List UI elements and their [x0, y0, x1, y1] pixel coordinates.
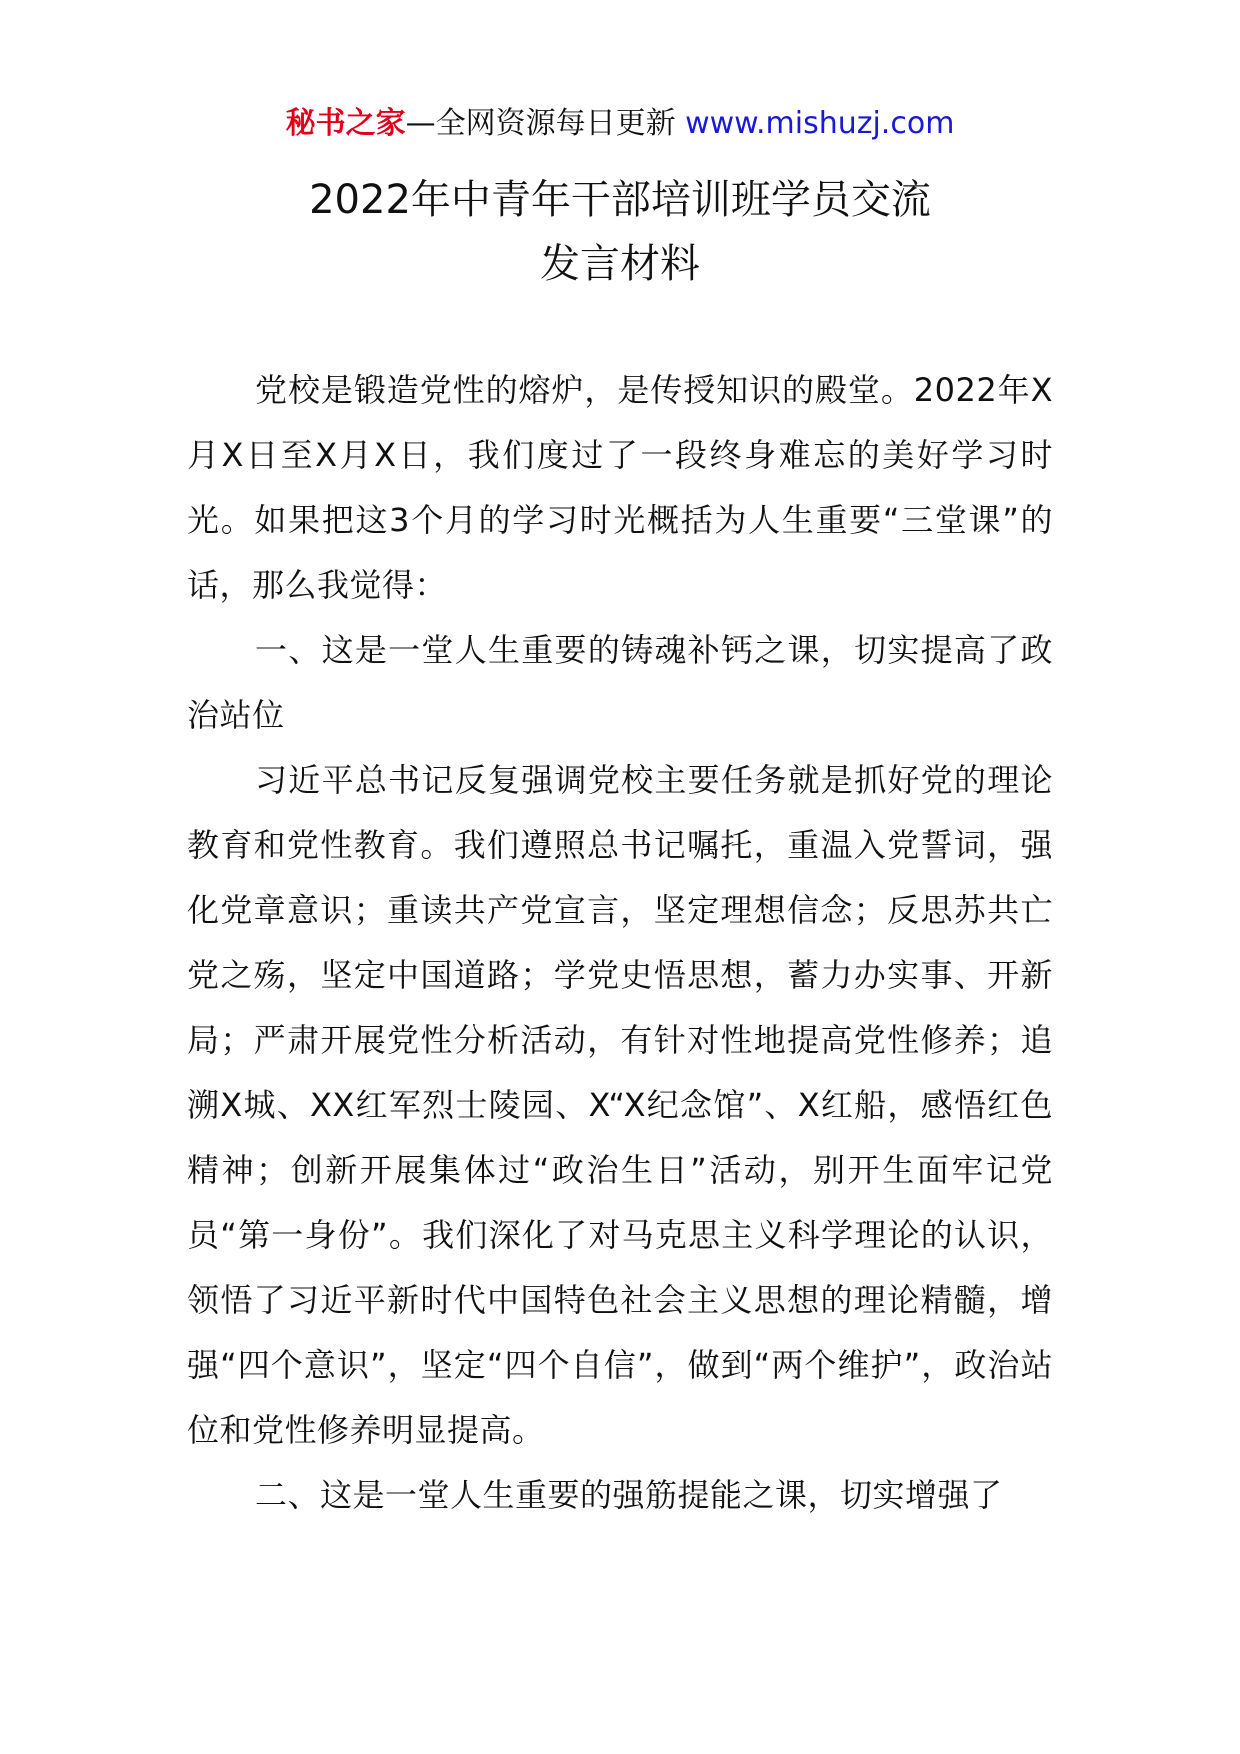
paragraph-intro: 党校是锻造党性的熔炉，是传授知识的殿堂。2022年X月X日至X月X日，我们度过了一段终身难忘的美好学习时光。如果把这3个月的学习时光概括为人生重要“三堂课”的话，那么我觉得： — [187, 371, 1053, 604]
title-line-1: 2022年中青年干部培训班学员交流 — [309, 177, 931, 223]
site-url[interactable]: www.mishuzj.com — [675, 106, 955, 141]
document-title — [0, 168, 1240, 296]
section-heading-1: 一、这是一堂人生重要的铸魂补钙之课，切实提高了政治站位 — [187, 631, 1053, 734]
section-heading-2: 二、这是一堂人生重要的强筋提能之课，切实增强了 — [255, 1476, 1003, 1514]
document-body — [187, 358, 1053, 1528]
paragraph-section-1: 习近平总书记反复强调党校主要任务就是抓好党的理论教育和党性教育。我们遵照总书记嘱托，重温入党誓词，强化党章意识；重读共产党宣言，坚定理想信念；反思苏共亡党之殇，坚定中国道路；学党史悟思想，蓄力办实事、开新局；严肃开展党性分析活动，有针对性地提高党性修养；追溯X城、XX红军烈士陵园、X“X纪念馆”、X红船，感悟红色精神；创新开展集体过“政治生日”活动，别开生面牢记党员“第一身份”。我们深化了对马克思主义科学理论的认识，领悟了习近平新时代中国特色社会主义思想的理论精髓，增强“四个意识”，坚定“四个自信”，做到“两个维护”，政治站位和党性修养明显提高。 — [187, 761, 1053, 1449]
watermark-header — [0, 104, 1240, 144]
brand-slogan: —全网资源每日更新 — [405, 106, 676, 141]
brand-name: 秘书之家 — [285, 106, 406, 141]
title-line-2: 发言材料 — [540, 241, 700, 287]
